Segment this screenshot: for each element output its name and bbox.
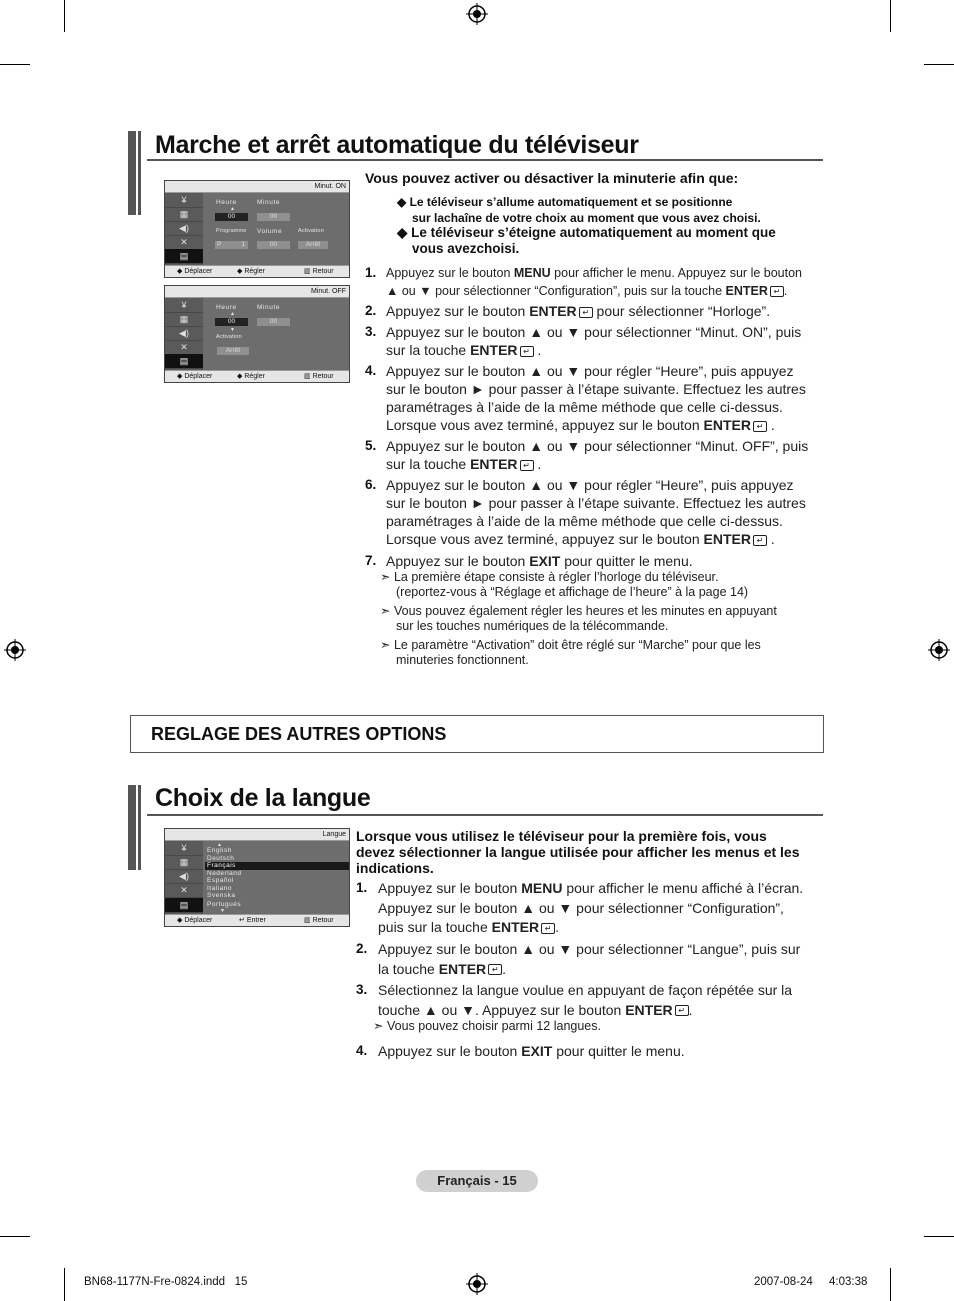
- language-option[interactable]: Deutsch: [207, 854, 235, 862]
- channel-icon: ✕: [165, 235, 203, 250]
- bullet-2: ◆ Le téléviseur s’éteigne automatiquement au moment que vous avezchoisi.: [397, 225, 776, 256]
- antenna-icon: ¥: [165, 193, 203, 208]
- menu-sidebar: [165, 298, 203, 370]
- activation-label: Activation: [298, 228, 324, 234]
- programme-prefix: P: [217, 241, 222, 248]
- step-number: 2.: [365, 303, 377, 318]
- programme-number: 1: [241, 241, 245, 248]
- step-1: Appuyez sur le bouton MENU pour afficher le menu affiché à l’écran. Appuyez sur le bouton ▲ ou ▼ pour sélectionner “Configuration”, puis sur la touche ENTER ↵ .: [378, 880, 804, 935]
- title-accent-bar: [138, 785, 141, 870]
- activation-label: Activation: [216, 334, 242, 340]
- menu-langue: [164, 828, 350, 927]
- step-number: 3.: [356, 982, 368, 997]
- note-2: ➣ Vous pouvez également régler les heures et les minutes en appuyant sur les touches numériques de la télécommande.: [380, 604, 777, 633]
- step-number: 5.: [365, 438, 377, 453]
- section-title: Marche et arrêt automatique du téléviseur: [155, 131, 639, 159]
- note-3: ➣ Le paramètre “Activation” doit être réglé sur “Marche” pour que les minuteries fonctionnent.: [380, 638, 761, 667]
- down-arrow-icon: ▼: [220, 908, 226, 914]
- move-hint: ◆ Déplacer: [177, 268, 213, 275]
- title-accent-bar: [128, 131, 136, 215]
- activation-value: Arrêt: [217, 347, 249, 355]
- back-hint: ▥ Retour: [304, 373, 334, 380]
- section-banner: [130, 715, 824, 753]
- menu-sidebar: [165, 841, 203, 914]
- title-rule: [147, 814, 823, 816]
- channel-icon: ✕: [165, 340, 203, 355]
- enter-icon: ↵: [520, 346, 534, 357]
- enter-hint: ↵ Entrer: [239, 917, 266, 924]
- enter-icon: ↵: [770, 286, 784, 297]
- step-number: 7.: [365, 553, 377, 568]
- banner-label: REGLAGE DES AUTRES OPTIONS: [151, 724, 447, 744]
- bullet-1: ◆ Le téléviseur s’allume automatiquement et se positionne sur lachaîne de votre choix au moment que vous avez choisi.: [397, 195, 761, 225]
- language-option[interactable]: Nederland: [207, 869, 242, 877]
- programme-value: [215, 241, 248, 249]
- step-3: Sélectionnez la langue voulue en appuyant de façon répétée sur la touche ▲ ou ▼. Appuyez sur le bouton ENTER ↵ .: [378, 982, 793, 1018]
- antenna-icon: ¥: [165, 298, 203, 313]
- language-option[interactable]: Italiano: [207, 884, 232, 892]
- step-2: Appuyez sur le bouton ENTER ↵ pour sélectionner “Horloge”.: [386, 303, 771, 319]
- step-number: 2.: [356, 941, 368, 956]
- arrow-note-icon: ➣: [380, 638, 391, 652]
- menu-footer: [165, 370, 349, 382]
- footer-date: 2007-08-24: [754, 1276, 813, 1288]
- registration-mark-icon: [466, 1273, 488, 1295]
- picture-icon: ▦: [165, 207, 203, 222]
- enter-icon: ↵: [520, 460, 534, 471]
- footer-file: BN68-1177N-Fre-0824.indd 15: [84, 1276, 248, 1288]
- up-arrow-icon: ▲: [230, 311, 236, 317]
- step-7: Appuyez sur le bouton EXIT pour quitter le menu.: [386, 553, 693, 569]
- registration-mark-icon: [466, 3, 488, 25]
- step-4: Appuyez sur le bouton ▲ ou ▼ pour régler “Heure”, puis appuyez sur le bouton ► pour passer à l’étape suivante. Effectuez les autres paramétrages à l’aide de la même méthode que celle ci-dessus. Lorsque vous avez terminé, appuyez sur le bouton ENTER ↵ .: [386, 363, 806, 433]
- language-option[interactable]: English: [207, 847, 232, 854]
- heure-value: 00: [215, 318, 248, 326]
- language-option-selected[interactable]: Français: [207, 862, 236, 869]
- heure-value: 00: [215, 213, 248, 221]
- diamond-icon: ◆: [397, 225, 408, 240]
- back-hint: ▥ Retour: [304, 917, 334, 924]
- enter-icon: ↵: [488, 964, 502, 975]
- diamond-icon: ◆: [397, 195, 407, 209]
- minute-value: 00: [257, 213, 290, 221]
- channel-icon: ✕: [165, 883, 203, 898]
- language-option[interactable]: Español: [207, 877, 234, 884]
- back-hint: ▥ Retour: [304, 268, 334, 275]
- speaker-icon: ◀): [165, 326, 203, 341]
- note: ➣ Vous pouvez choisir parmi 12 langues.: [373, 1019, 601, 1033]
- section-title: Choix de la langue: [155, 784, 371, 812]
- note-1: ➣ La première étape consiste à régler l’horloge du téléviseur. (reportez-vous à “Réglage et affichage de l’heure” à la page 14): [380, 570, 749, 599]
- step-number: 1.: [365, 265, 377, 280]
- menu-footer: [165, 265, 349, 277]
- step-number: 1.: [356, 880, 368, 895]
- adjust-hint: ◆ Régler: [237, 268, 265, 275]
- activation-value: Arrêt: [298, 241, 328, 249]
- minute-label: Minute: [257, 304, 281, 311]
- menu-minut-off: [164, 285, 350, 383]
- step-number: 4.: [365, 363, 377, 378]
- step-5: Appuyez sur le bouton ▲ ou ▼ pour sélectionner “Minut. OFF”, puis sur la touche ENTER ↵ .: [386, 438, 809, 472]
- language-option[interactable]: Portugués: [207, 901, 242, 908]
- move-hint: ◆ Déplacer: [177, 373, 213, 380]
- step-6: Appuyez sur le bouton ▲ ou ▼ pour régler “Heure”, puis appuyez sur le bouton ► pour passer à l’étape suivante. Effectuez les autres paramétrages à l’aide de la même méthode que celle ci-dessus. Lorsque vous avez terminé, appuyez sur le bouton ENTER ↵ .: [386, 477, 806, 547]
- step-3: Appuyez sur le bouton ▲ ou ▼ pour sélectionner “Minut. ON”, puis sur la touche ENTER ↵ .: [386, 324, 802, 358]
- speaker-icon: ◀): [165, 221, 203, 236]
- minute-value: 00: [257, 318, 290, 326]
- title-accent-bar: [138, 131, 141, 215]
- step-number: 4.: [356, 1043, 368, 1058]
- move-hint: ◆ Déplacer: [177, 917, 213, 924]
- title-accent-bar: [128, 785, 136, 870]
- volume-value: 00: [257, 241, 290, 249]
- antenna-icon: ¥: [165, 841, 203, 856]
- menu-minut-on: [164, 180, 350, 278]
- setup-icon: ▤: [165, 898, 203, 913]
- up-arrow-icon: ▲: [230, 206, 236, 212]
- intro-text: Lorsque vous utilisez le téléviseur pour la première fois, vous devez sélectionner la langue utilisée pour afficher les menus et les indications.: [356, 828, 800, 876]
- footer-time: 4:03:38: [829, 1276, 868, 1288]
- step-1: Appuyez sur le bouton MENU pour afficher le menu. Appuyez sur le bouton ▲ ou ▼ pour sélectionner “Configuration”, puis sur la touche ENTER ↵ .: [386, 266, 803, 298]
- volume-label: Volume: [257, 228, 283, 235]
- minute-label: Minute: [257, 199, 281, 206]
- language-option[interactable]: Svenska: [207, 892, 236, 899]
- enter-icon: ↵: [579, 307, 593, 318]
- heure-label: Heure: [216, 304, 237, 311]
- arrow-note-icon: ➣: [380, 604, 391, 618]
- menu-title: Minut. ON: [165, 181, 349, 193]
- step-4: Appuyez sur le bouton EXIT pour quitter le menu.: [378, 1043, 685, 1059]
- page-number-badge: Français - 15: [416, 1170, 538, 1192]
- step-number: 6.: [365, 477, 377, 492]
- arrow-note-icon: ➣: [373, 1019, 384, 1033]
- enter-icon: ↵: [753, 421, 767, 432]
- picture-icon: ▦: [165, 312, 203, 327]
- registration-mark-icon: [928, 639, 950, 661]
- menu-sidebar: [165, 193, 203, 265]
- setup-icon: ▤: [165, 249, 203, 264]
- heure-label: Heure: [216, 199, 237, 206]
- menu-footer: [165, 914, 349, 926]
- intro-text: Vous pouvez activer ou désactiver la minuterie afin que:: [365, 170, 739, 186]
- step-2: Appuyez sur le bouton ▲ ou ▼ pour sélectionner “Langue”, puis sur la touche ENTER ↵ .: [378, 941, 801, 977]
- arrow-note-icon: ➣: [380, 570, 391, 584]
- step-number: 3.: [365, 324, 377, 339]
- menu-title: Minut. OFF: [165, 286, 349, 298]
- up-arrow-icon: ▲: [217, 842, 223, 848]
- enter-icon: ↵: [541, 923, 555, 934]
- programme-label: Programme: [216, 228, 247, 234]
- enter-icon: ↵: [753, 535, 767, 546]
- down-arrow-icon: ▼: [230, 327, 236, 333]
- menu-title: Langue: [165, 829, 349, 841]
- picture-icon: ▦: [165, 855, 203, 870]
- registration-mark-icon: [4, 639, 26, 661]
- adjust-hint: ◆ Régler: [237, 373, 265, 380]
- title-rule: [147, 159, 823, 161]
- setup-icon: ▤: [165, 354, 203, 369]
- enter-icon: ↵: [675, 1005, 689, 1016]
- speaker-icon: ◀): [165, 869, 203, 884]
